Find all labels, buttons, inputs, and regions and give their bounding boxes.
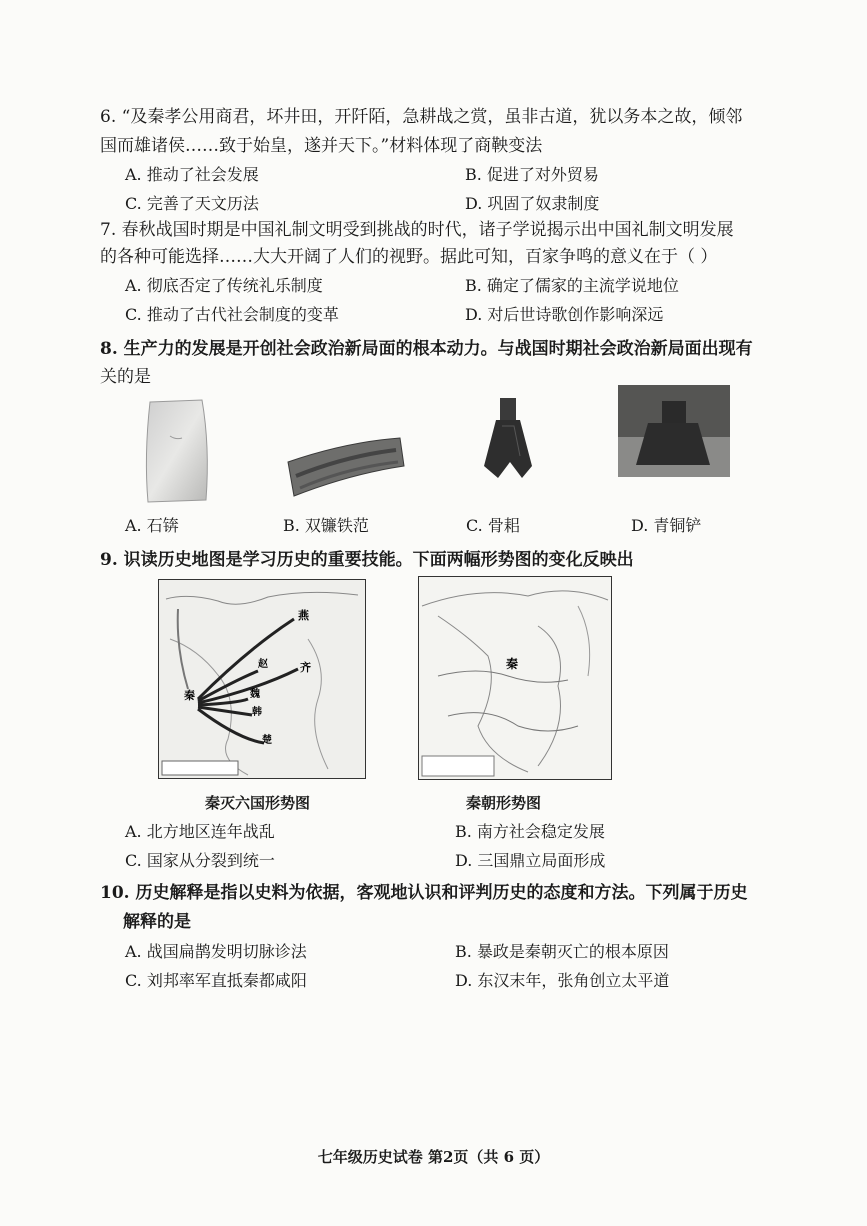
q10-option-b: B. 暴政是秦朝灭亡的根本原因 bbox=[455, 942, 669, 961]
map1-label-zhao: 赵 bbox=[258, 659, 268, 670]
q9-option-a: A. 北方地区连年战乱 bbox=[125, 822, 275, 841]
q6-stem-line1: 6. “及秦孝公用商君，坏井田，开阡陌，急耕战之赏，虽非古道，犹以务本之故，倾邻 bbox=[100, 107, 743, 127]
q10-stem-line2: 解释的是 bbox=[123, 912, 191, 932]
q7-option-c: C. 推动了古代社会制度的变革 bbox=[125, 305, 339, 324]
q9-stem: 9. 识读历史地图是学习历史的重要技能。下面两幅形势图的变化反映出 bbox=[100, 550, 634, 570]
q6-option-c: C. 完善了天文历法 bbox=[125, 194, 259, 213]
q6-option-d: D. 巩固了奴隶制度 bbox=[465, 194, 600, 213]
q8-stem-line1: 8. 生产力的发展是开创社会政治新局面的根本动力。与战国时期社会政治新局面出现有 bbox=[100, 339, 753, 359]
q10-option-d: D. 东汉末年，张角创立太平道 bbox=[455, 971, 670, 990]
map1-label-chu: 楚 bbox=[262, 735, 272, 746]
q7-stem-line2: 的各种可能选择……大大开阔了人们的视野。据此可知，百家争鸣的意义在于（ ） bbox=[100, 247, 718, 267]
stone-adze-image bbox=[140, 396, 216, 506]
q10-option-c: C. 刘邦率军直抵秦都咸阳 bbox=[125, 971, 307, 990]
page-footer: 七年级历史试卷 第2页（共 6 页） bbox=[317, 1148, 550, 1166]
map1-label-yan: 燕 bbox=[298, 609, 309, 622]
qin-dynasty-map bbox=[418, 576, 612, 780]
q7-option-d: D. 对后世诗歌创作影响深远 bbox=[465, 305, 664, 324]
qin-conquest-map bbox=[158, 579, 366, 779]
map1-label-wei: 魏 bbox=[250, 689, 260, 700]
q8-option-c: C. 骨耜 bbox=[466, 516, 520, 535]
q8-option-b: B. 双镰铁范 bbox=[283, 516, 369, 535]
map1-label-han: 韩 bbox=[252, 707, 262, 718]
q6-stem-line2: 国而雄诸侯……致于始皇，遂并天下。”材料体现了商鞅变法 bbox=[100, 136, 543, 156]
map2-label-qin: 秦 bbox=[506, 657, 519, 671]
bronze-shovel-image bbox=[618, 385, 730, 477]
q10-option-a: A. 战国扁鹊发明切脉诊法 bbox=[125, 942, 307, 961]
q7-option-a: A. 彻底否定了传统礼乐制度 bbox=[125, 276, 323, 295]
q7-stem-line1: 7. 春秋战国时期是中国礼制文明受到挑战的时代，诸子学说揭示出中国礼制文明发展 bbox=[100, 220, 734, 240]
iron-sickle-mold-image bbox=[286, 436, 406, 502]
q6-option-a: A. 推动了社会发展 bbox=[125, 165, 259, 184]
q8-option-a: A. 石锛 bbox=[125, 516, 179, 535]
map1-label-qin: 秦 bbox=[184, 689, 195, 702]
q8-option-d: D. 青铜铲 bbox=[631, 516, 702, 535]
q9-option-b: B. 南方社会稳定发展 bbox=[455, 822, 605, 841]
map1-label-qi: 齐 bbox=[300, 661, 311, 674]
q9-option-d: D. 三国鼎立局面形成 bbox=[455, 851, 606, 870]
map1-caption: 秦灭六国形势图 bbox=[205, 794, 311, 812]
bone-spade-image bbox=[476, 396, 542, 480]
q6-option-b: B. 促进了对外贸易 bbox=[465, 165, 599, 184]
map2-caption: 秦朝形势图 bbox=[466, 794, 542, 812]
q7-option-b: B. 确定了儒家的主流学说地位 bbox=[465, 276, 679, 295]
q9-option-c: C. 国家从分裂到统一 bbox=[125, 851, 275, 870]
q8-stem-line2: 关的是 bbox=[100, 367, 151, 387]
q10-stem-line1: 10. 历史解释是指以史料为依据，客观地认识和评判历史的态度和方法。下列属于历史 bbox=[100, 883, 748, 903]
